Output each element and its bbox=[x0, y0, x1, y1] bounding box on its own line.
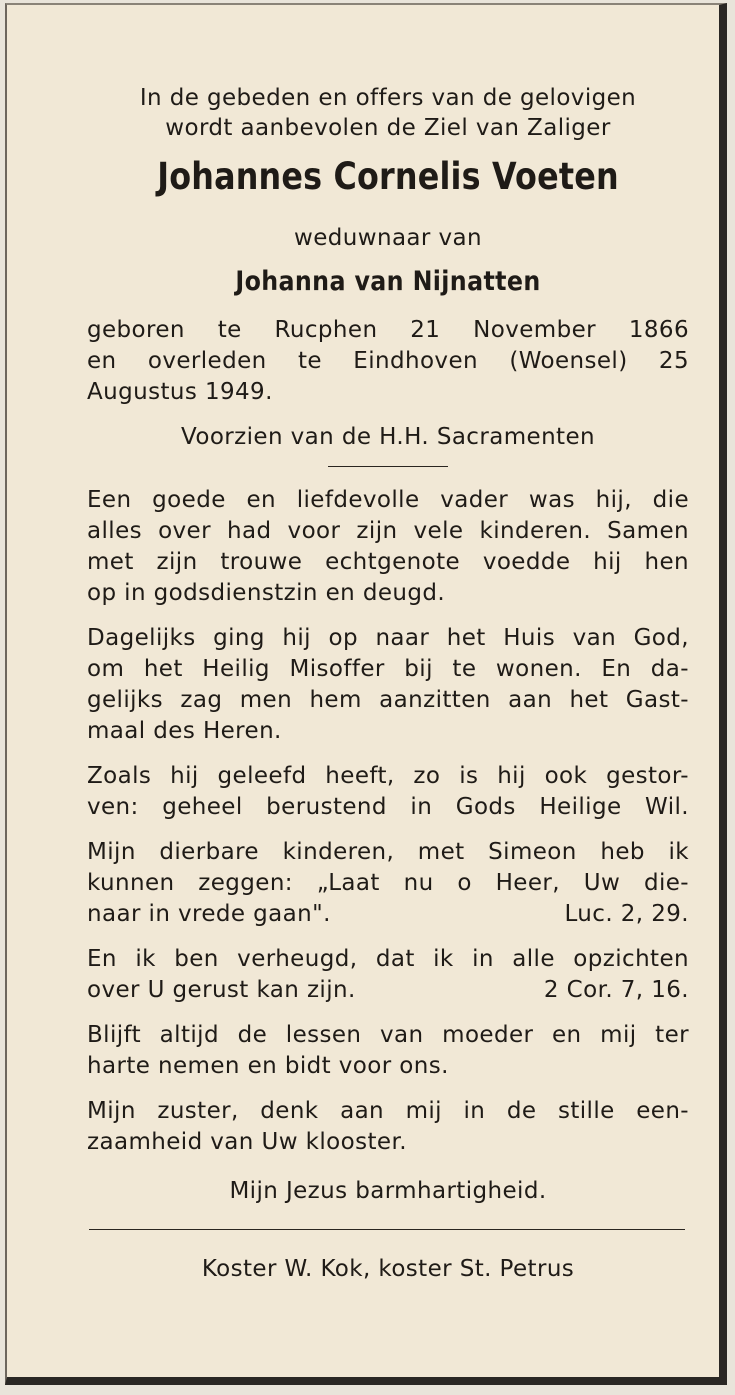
paragraph-7 bbox=[87, 1096, 689, 1158]
p5-line-2-text: over U gerust kan zijn. bbox=[87, 977, 356, 1003]
bio-line-1: geboren te Rucphen 21 November 1866 bbox=[87, 317, 689, 343]
bio-line-3: Augustus 1949. bbox=[87, 379, 273, 405]
p7-line-1: Mijn zuster, denk aan mij in de stille een- bbox=[87, 1098, 689, 1124]
paragraph-5 bbox=[87, 944, 689, 1006]
p5-line-2 bbox=[87, 975, 689, 1006]
paragraph-6 bbox=[87, 1020, 689, 1082]
paragraph-3 bbox=[87, 761, 689, 823]
p1-line-3: met zijn trouwe echtgenote voedde hij hen bbox=[87, 549, 689, 575]
p3-line-1: Zoals hij geleefd heeft, zo is hij ook gestor- bbox=[87, 763, 689, 789]
p2-line-2: om het Heilig Misoffer bij te wonen. En da- bbox=[87, 656, 689, 682]
p1-line-1: Een goede en liefdevolle vader was hij, die bbox=[87, 487, 689, 513]
p4-line-3-text: naar in vrede gaan". bbox=[87, 901, 331, 927]
p1-line-2: alles over had voor zijn vele kinderen. Samen bbox=[87, 518, 689, 544]
p7-line-2: zaamheid van Uw klooster. bbox=[87, 1129, 407, 1155]
deceased-name: Johannes Cornelis Voeten bbox=[157, 155, 619, 198]
memorial-card bbox=[5, 3, 727, 1385]
p4-line-1: Mijn dierbare kinderen, met Simeon heb ik bbox=[87, 839, 689, 865]
p2-line-4: maal des Heren. bbox=[87, 718, 282, 744]
footer-printer: Koster W. Kok, koster St. Petrus bbox=[201, 1256, 575, 1282]
intro-text bbox=[87, 83, 689, 143]
widower-text: weduwnaar van bbox=[294, 225, 482, 251]
sacraments-text: Voorzien van de H.H. Sacramenten bbox=[181, 424, 595, 450]
closing-prayer: Mijn Jezus barmhartigheid. bbox=[229, 1178, 547, 1204]
card-content bbox=[87, 83, 689, 1284]
scripture-reference-corinthians: 2 Cor. 7, 16. bbox=[543, 977, 689, 1003]
paragraph-1 bbox=[87, 485, 689, 609]
short-divider bbox=[328, 466, 448, 467]
intro-line-1: In de gebeden en offers van de gelovigen bbox=[139, 85, 637, 111]
p5-line-1: En ik ben verheugd, dat ik in alle opzichten bbox=[87, 946, 689, 972]
bio-line-2: en overleden te Eindhoven (Woensel) 25 bbox=[87, 348, 689, 374]
paragraph-4 bbox=[87, 837, 689, 930]
p1-line-4: op in godsdienstzin en deugd. bbox=[87, 580, 446, 606]
footer-divider bbox=[89, 1229, 685, 1230]
wife-name: Johanna van Nijnatten bbox=[235, 266, 541, 297]
p2-line-3: gelijks zag men hem aanzitten aan het Gast- bbox=[87, 687, 689, 713]
p3-line-2: ven: geheel berustend in Gods Heilige Wil. bbox=[87, 794, 689, 820]
p6-line-2: harte nemen en bidt voor ons. bbox=[87, 1053, 449, 1079]
p6-line-1: Blijft altijd de lessen van moeder en mij ter bbox=[87, 1022, 689, 1048]
intro-line-2: wordt aanbevolen de Ziel van Zaliger bbox=[165, 115, 611, 141]
biography bbox=[87, 315, 689, 408]
p4-line-3 bbox=[87, 899, 689, 930]
scripture-reference-luke: Luc. 2, 29. bbox=[564, 901, 689, 927]
paragraph-2 bbox=[87, 623, 689, 747]
p2-line-1: Dagelijks ging hij op naar het Huis van God, bbox=[87, 625, 689, 651]
p4-line-2: kunnen zeggen: „Laat nu o Heer, Uw die- bbox=[87, 870, 689, 896]
